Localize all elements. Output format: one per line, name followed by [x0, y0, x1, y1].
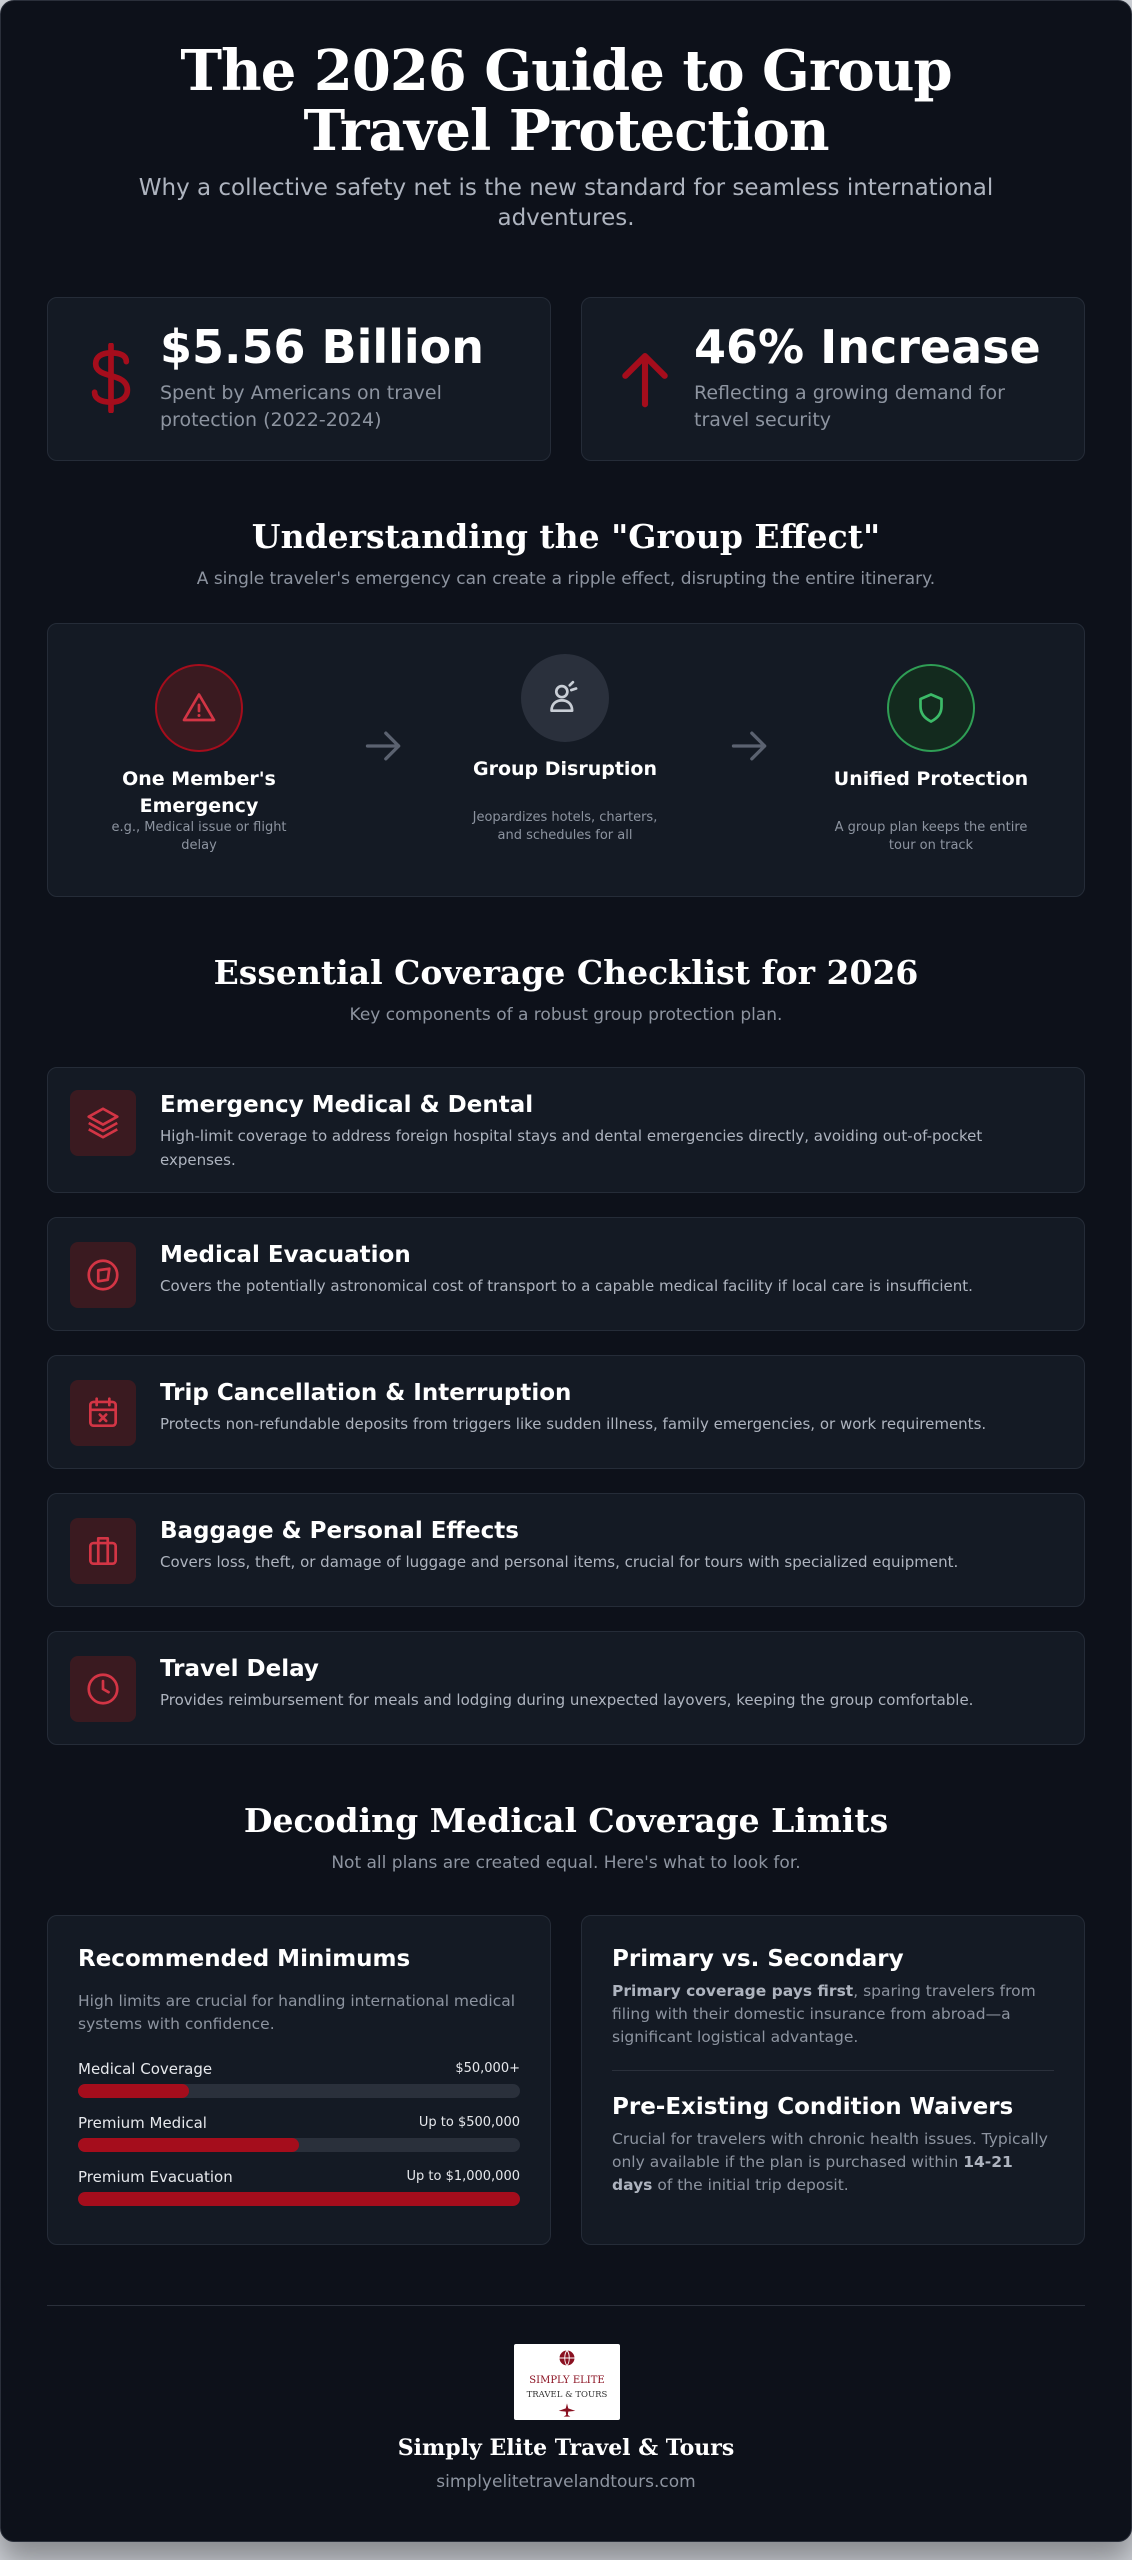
stat-value: $5.56 Billion: [160, 320, 484, 374]
limits-subtitle: Not all plans are created equal. Here's what to look for.: [331, 1853, 801, 1873]
luggage-icon: [70, 1518, 136, 1584]
flow-step-title: Unified Protection: [833, 768, 1029, 790]
page-title: The 2026 Guide to Group Travel Protection: [180, 38, 952, 164]
flow-step-description: A group plan keeps the entire tour on track: [834, 820, 1028, 853]
coverage-item: [47, 1493, 1085, 1607]
layers-icon: [70, 1090, 136, 1156]
flow-step-title: One Member's Emergency: [122, 768, 276, 817]
page-subtitle: Why a collective safety net is the new standard for seamless international adventures.: [138, 175, 994, 231]
stat-card-spending: [47, 297, 551, 461]
coverage-bar: [78, 2192, 520, 2206]
checklist-title: Essential Coverage Checklist for 2026: [213, 953, 919, 992]
waivers-title: Pre-Existing Condition Waivers: [612, 2094, 1014, 2120]
globe-icon: [558, 2349, 576, 2367]
clock-icon: [70, 1656, 136, 1722]
arrow-right-icon: [728, 724, 772, 768]
coverage-title: Travel Delay: [160, 1656, 319, 1682]
coverage-bar-fill: [78, 2138, 299, 2152]
waivers-text-after: of the initial trip deposit.: [652, 2176, 849, 2194]
group-effect-flow: [47, 623, 1085, 897]
website-link[interactable]: simplyelitetravelandtours.com: [436, 2472, 696, 2492]
warning-icon: [155, 664, 243, 752]
flow-step-description: Jeopardizes hotels, charters, and schedules for all: [472, 810, 658, 843]
logo-text: TRAVEL & TOURS: [526, 2390, 608, 2400]
stat-description: Spent by Americans on travel protection (2022-2024): [160, 382, 442, 431]
arrow-right-icon: [362, 724, 406, 768]
primary-secondary-title: Primary vs. Secondary: [612, 1946, 904, 1972]
coverage-bar-fill: [78, 2084, 189, 2098]
calendar-x-icon: [70, 1380, 136, 1446]
coverage-bar: [78, 2084, 520, 2098]
bar-value: $50,000+: [455, 2061, 520, 2076]
coverage-title: Emergency Medical & Dental: [160, 1092, 534, 1118]
footer-divider: [47, 2305, 1085, 2306]
bar-value: Up to $500,000: [418, 2115, 520, 2130]
minimums-description: High limits are crucial for handling international medical systems with confidence.: [78, 1992, 516, 2033]
divider: [612, 2070, 1054, 2071]
minimums-card: [47, 1915, 551, 2245]
stat-card-increase: [581, 297, 1085, 461]
shield-icon: [887, 664, 975, 752]
stat-value: 46% Increase: [694, 320, 1041, 374]
arrow-up-icon: [618, 343, 672, 413]
bar-label: Premium Medical: [78, 2114, 207, 2132]
coverage-item: [47, 1067, 1085, 1193]
group-effect-title: Understanding the "Group Effect": [251, 517, 881, 556]
limits-title: Decoding Medical Coverage Limits: [243, 1801, 889, 1840]
flow-step-description: e.g., Medical issue or flight delay: [111, 820, 287, 853]
minimums-title: Recommended Minimums: [78, 1946, 411, 1972]
coverage-item: [47, 1217, 1085, 1331]
coverage-item: [47, 1355, 1085, 1469]
brand-name: Simply Elite Travel & Tours: [397, 2435, 735, 2461]
coverage-bar-fill: [78, 2192, 520, 2206]
company-logo: [514, 2344, 620, 2420]
logo-text: SIMPLY ELITE: [529, 2375, 605, 2386]
primary-secondary-text: [612, 1980, 1058, 2049]
flow-step-title: Group Disruption: [472, 758, 658, 780]
primary-bold-text: Primary coverage pays first: [612, 1982, 854, 2000]
waivers-bold-text: 14-21 days: [612, 2153, 1013, 2194]
airplane-icon: [557, 2402, 577, 2418]
checklist-subtitle: Key components of a robust group protection plan.: [349, 1005, 783, 1025]
coverage-title: Trip Cancellation & Interruption: [160, 1380, 572, 1406]
primary-text: , sparing travelers from filing with their domestic insurance from abroad—a significant logistical advantage.: [612, 1982, 1036, 2046]
group-effect-subtitle: A single traveler's emergency can create a ripple effect, disrupting the entire itinerary.: [196, 569, 936, 589]
waivers-text: [612, 2128, 1058, 2197]
dollar-icon: [84, 343, 138, 413]
coverage-description: Covers loss, theft, or damage of luggage and personal items, crucial for tours with specialized equipment.: [160, 1553, 959, 1571]
coverage-description: High-limit coverage to address foreign hospital stays and dental emergencies directly, avoiding out-of-pocket expenses.: [160, 1127, 983, 1169]
coverage-details-card: [581, 1915, 1085, 2245]
coverage-item: [47, 1631, 1085, 1745]
bar-label: Premium Evacuation: [78, 2168, 233, 2186]
stat-description: Reflecting a growing demand for travel security: [694, 382, 1005, 431]
bar-label: Medical Coverage: [78, 2060, 213, 2078]
coverage-title: Medical Evacuation: [160, 1242, 411, 1268]
coverage-description: Provides reimbursement for meals and lodging during unexpected layovers, keeping the group comfortable.: [160, 1691, 974, 1709]
coverage-bar: [78, 2138, 520, 2152]
coverage-description: Protects non-refundable deposits from triggers like sudden illness, family emergencies, or work requirements.: [160, 1415, 987, 1433]
compass-icon: [70, 1242, 136, 1308]
coverage-description: Covers the potentially astronomical cost of transport to a capable medical facility if local care is insufficient.: [160, 1277, 973, 1295]
bar-value: Up to $1,000,000: [406, 2169, 520, 2184]
waivers-text-before: Crucial for travelers with chronic health issues. Typically only available if the plan is purchased within: [612, 2130, 1048, 2171]
coverage-title: Baggage & Personal Effects: [160, 1518, 519, 1544]
group-icon: [521, 654, 609, 742]
